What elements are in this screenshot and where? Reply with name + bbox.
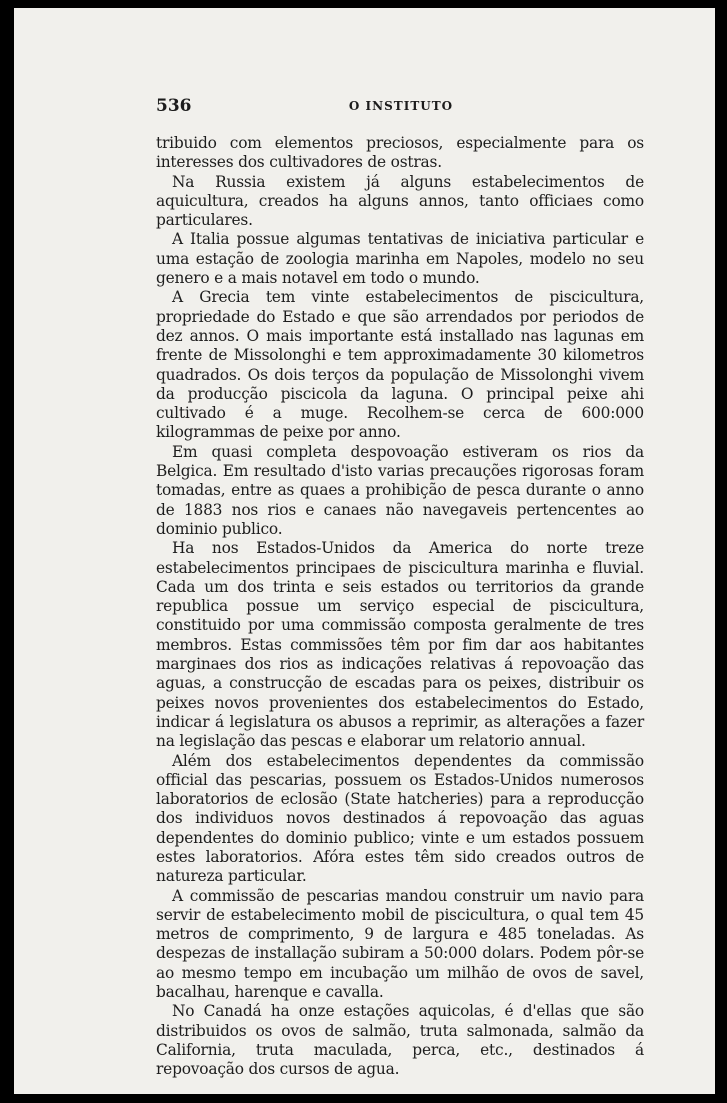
paragraph-estados-unidos: Ha nos Estados-Unidos da America do norte treze estabelecimentos principaes de piscicultura marinha e fluvial. Cada um dos trinta e seis estados ou territorios da grande republica possue um serviço especial de piscicultura, constituido por uma commissão composta geralmente de tres membros. Estas commissões têm por fim dar aos habitantes marginaes dos rios as indicações relativas á repovoação das aguas, a construcção de escadas para os peixes, distribuir os peixes novos provenientes dos estabelecimentos do Estado, indicar á legislatura os abusos a reprimir, as alterações a fazer na legislação das pescas e elaborar um relatorio annual. <box>156 539 644 751</box>
paragraph-italia: A Italia possue algumas tentativas de iniciativa particular e uma estação de zoologia marinha em Napoles, modelo no seu genero e a mais notavel em todo o mundo. <box>156 230 644 288</box>
paragraph-laboratorios: Além dos estabelecimentos dependentes da commissão official das pescarias, possuem os Estados-Unidos numerosos laboratorios de eclosão (State hatcheries) para a reproducção dos individuos novos destinados á repovoação das aguas dependentes do dominio publico; vinte e um estados possuem estes laboratorios. Afóra estes têm sido creados outros de natureza particular. <box>156 751 644 886</box>
body-text <box>156 134 644 1080</box>
page-number: 536 <box>156 96 192 116</box>
paragraph-canada: No Canadá ha onze estações aquicolas, é d'ellas que são distribuidos os ovos de salmão, truta salmonada, salmão da California, truta maculada, perca, etc., destinados á repovoação dos cursos de agua. <box>156 1002 644 1079</box>
scanned-page <box>14 8 715 1094</box>
paragraph-grecia: A Grecia tem vinte estabelecimentos de piscicultura, propriedade do Estado e que são arrendados por periodos de dez annos. O mais importante está installado nas lagunas em frente de Missolonghi e tem approximadamente 30 kilometros quadrados. Os dois terços da população de Missolonghi vivem da producção piscicola da laguna. O principal peixe ahi cultivado é a muge. Recolhem-se cerca de 600:000 kilogrammas de peixe por anno. <box>156 288 644 442</box>
running-title: O INSTITUTO <box>348 99 454 113</box>
page-header <box>156 96 646 120</box>
paragraph-belgica: Em quasi completa despovoação estiveram os rios da Belgica. Em resultado d'isto varias precauções rigorosas foram tomadas, entre as quaes a prohibição de pesca durante o anno de 1883 nos rios e canaes não navegaveis pertencentes ao dominio publico. <box>156 442 644 538</box>
paragraph-navio: A commissão de pescarias mandou construir um navio para servir de estabelecimento mobil de piscicultura, o qual tem 45 metros de comprimento, 9 de largura e 485 toneladas. As despezas de installação subiram a 50:000 dolars. Podem pôr-se ao mesmo tempo em incubação um milhão de ovos de savel, bacalhau, harenque e cavalla. <box>156 886 644 1002</box>
paragraph-russia: Na Russia existem já alguns estabelecimentos de aquicultura, creados ha alguns annos, tanto officiaes como particulares. <box>156 172 644 230</box>
paragraph-continued: tribuido com elementos preciosos, especialmente para os interesses dos cultivadores de ostras. <box>156 134 644 172</box>
